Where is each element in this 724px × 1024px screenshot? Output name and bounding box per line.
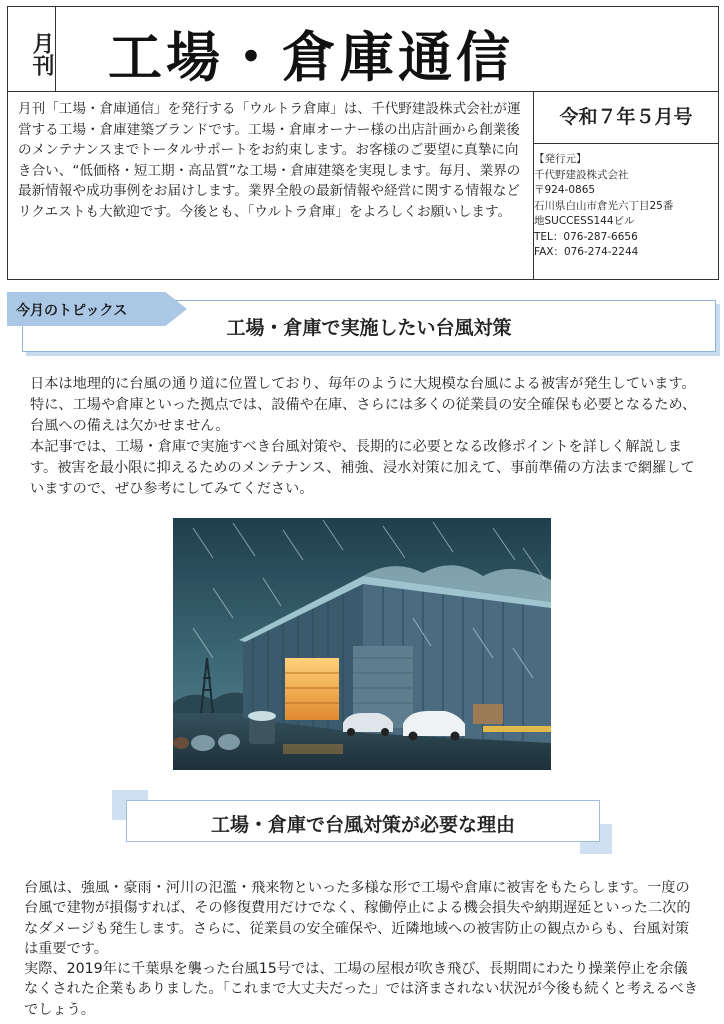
masthead [8, 7, 718, 92]
section2-heading: 工場・倉庫で台風対策が必要な理由 [210, 814, 515, 836]
month-label: 月刊 [8, 7, 56, 91]
issue-date: 令和７年５月号 [534, 91, 718, 144]
section2-paragraph: 台風は、強風・豪雨・河川の氾濫・飛来物といった多様な形で工場や倉庫に被害をもたらします。一度の台風で建物が損傷すれば、その修復費用だけでなく、稼働停止による機会損失や納期遅延といった二次的なダメージも発生します。さらに、従業員の安全確保や、近隣地域への被害防止の観点からも、台風対策は重要です。 [24, 880, 691, 957]
intro-text: 月刊「工場・倉庫通信」を発行する「ウルトラ倉庫」は、千代野建設株式会社が運営する工場・倉庫建築ブランドです。工場・倉庫オーナー様の出店計画から創業後のメンテナンスまでトータルサポートをお約束します。お客様のご要望に真摯に向き合い、“低価格・短工期・高品質”な工場・倉庫建築を実現します。毎月、業界の最新情報や成功事例をお届けします。業界全般の最新情報や経営に関する情報などリクエストも大歓迎です。今後とも、「ウルトラ倉庫」をよろしくお願いします。 [8, 91, 534, 279]
warehouse-storm-illustration [173, 518, 551, 770]
section2-heading-box [126, 800, 600, 842]
section1-paragraph: 日本は地理的に台風の通り道に位置しており、毎年のように大規模な台風による被害が発生しています。特に、工場や倉庫といった拠点では、設備や在庫、さらには多くの従業員の安全確保も必要となるため、台風への備えは欠かせません。 [30, 376, 697, 434]
section1-body [30, 374, 698, 500]
publisher-fax: FAX：076-274-2244 [534, 246, 639, 258]
section2-body [24, 878, 700, 1020]
topics-label: 今月のトピックス [16, 303, 128, 319]
publisher-label: 【発行元】 [534, 153, 587, 165]
publisher-tel: TEL：076-287-6656 [534, 230, 638, 243]
section2-paragraph: 実際、2019年に千葉県を襲った台風15号では、工場の屋根が吹き飛び、長期間にわたり操業停止を余儀なくされた企業もありました。「これまで大丈夫だった」では済まされない状況が今後も続くと考えるべきでしょう。 [24, 961, 698, 1018]
section1-paragraph: 本記事では、工場・倉庫で実施すべき台風対策や、長期的に必要となる改修ポイントを詳しく解説します。被害を最小限に抑えるためのメンテナンス、補強、浸水対策に加えて、事前準備の方法まで網羅していますので、ぜひ参考にしてみてください。 [30, 439, 695, 497]
newsletter-title: 工場・倉庫通信 [108, 26, 514, 89]
section1-heading: 工場・倉庫で実施したい台風対策 [226, 317, 512, 339]
publisher-company: 千代野建設株式会社 [534, 168, 629, 181]
publisher-address-1: 石川県白山市倉光六丁目25番 [534, 199, 674, 212]
publisher-postal: 〒924-0865 [534, 184, 596, 196]
publisher-address-2: 地SUCCESS144ビル [534, 215, 635, 227]
publisher-info [534, 152, 712, 261]
